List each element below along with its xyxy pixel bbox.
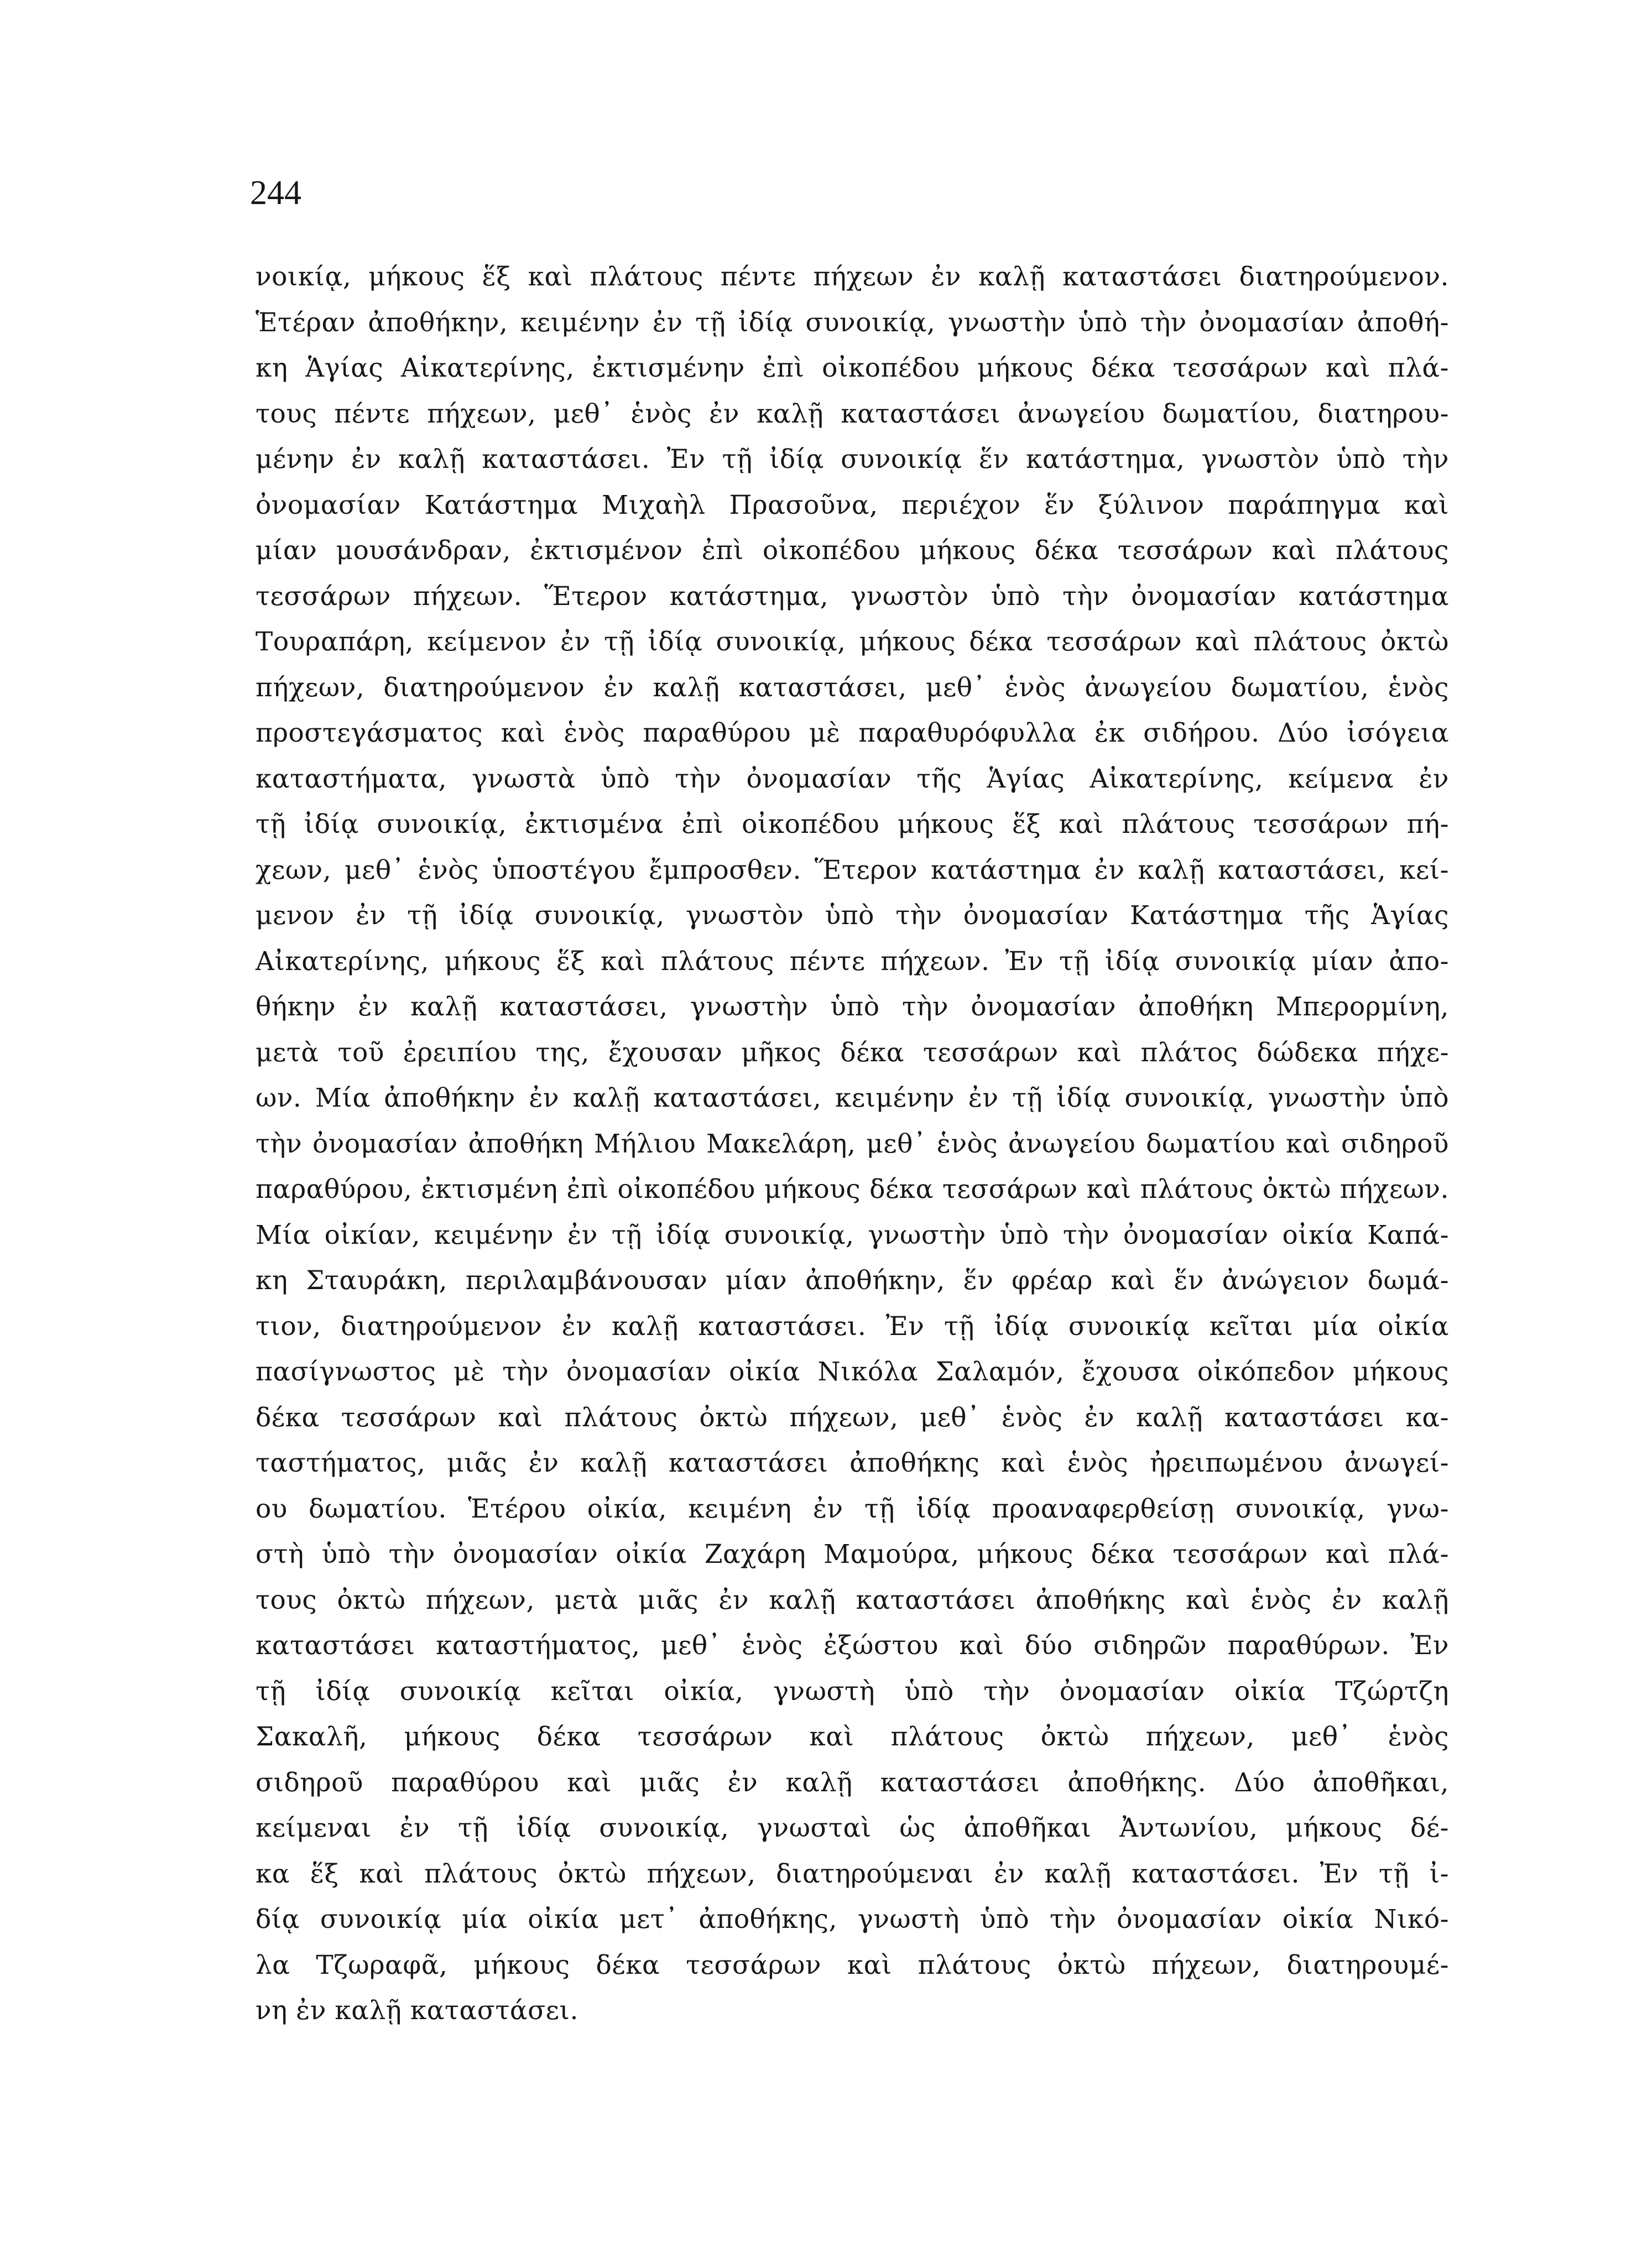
text-line: καταστάσει καταστήματος, μεθ᾽ ἑνὸς ἐξώστου καὶ δύο σιδηρῶν παραθύρων. Ἐν	[256, 1630, 1449, 1661]
text-line: ταστήματος, μιᾶς ἐν καλῇ καταστάσει ἀποθήκης καὶ ἑνὸς ἠρειπωμένου ἀνωγεί-	[256, 1448, 1449, 1478]
text-line: κη Σταυράκη, περιλαμβάνουσαν μίαν ἀποθήκην, ἕν φρέαρ καὶ ἕν ἀνώγειον δωμά-	[256, 1265, 1449, 1296]
text-line: τῇ ἰδίᾳ συνοικίᾳ, ἐκτισμένα ἐπὶ οἰκοπέδου μήκους ἕξ καὶ πλάτους τεσσάρων πή-	[256, 809, 1449, 840]
text-line: τους πέντε πήχεων, μεθ᾽ ἑνὸς ἐν καλῇ καταστάσει ἀνωγείου δωματίου, διατηρου-	[256, 398, 1449, 429]
text-line: τεσσάρων πήχεων. Ἕτερον κατάστημα, γνωστὸν ὑπὸ τὴν ὀνομασίαν κατάστημα	[256, 581, 1449, 612]
text-line: θήκην ἐν καλῇ καταστάσει, γνωστὴν ὑπὸ τὴν ὀνομασίαν ἀποθήκη Μπερορμίνη,	[256, 992, 1449, 1022]
text-line: Σακαλῆ, μήκους δέκα τεσσάρων καὶ πλάτους ὀκτὼ πήχεων, μεθ᾽ ἑνὸς	[256, 1722, 1449, 1752]
text-line: χεων, μεθ᾽ ἑνὸς ὑποστέγου ἔμπροσθεν. Ἕτερον κατάστημα ἐν καλῇ καταστάσει, κεί-	[256, 854, 1449, 885]
text-line: Μία οἰκίαν, κειμένην ἐν τῇ ἰδίᾳ συνοικίᾳ, γνωστὴν ὑπὸ τὴν ὀνομασίαν οἰκία Καπά-	[256, 1219, 1449, 1250]
text-line: σιδηροῦ παραθύρου καὶ μιᾶς ἐν καλῇ καταστάσει ἀποθήκης. Δύο ἀποθῆκαι,	[256, 1767, 1449, 1798]
text-line: πήχεων, διατηρούμενον ἐν καλῇ καταστάσει, μεθ᾽ ἑνὸς ἀνωγείου δωματίου, ἑνὸς	[256, 672, 1449, 703]
text-line: τιον, διατηρούμενον ἐν καλῇ καταστάσει. Ἐν τῇ ἰδίᾳ συνοικίᾳ κεῖται μία οἰκία	[256, 1311, 1449, 1342]
text-line: μένην ἐν καλῇ καταστάσει. Ἐν τῇ ἰδίᾳ συνοικίᾳ ἕν κατάστημα, γνωστὸν ὑπὸ τὴν	[256, 444, 1449, 475]
text-line: νη ἐν καλῇ καταστάσει.	[256, 1995, 578, 2026]
text-line: δίᾳ συνοικίᾳ μία οἰκία μετ᾽ ἀποθήκης, γνωστὴ ὑπὸ τὴν ὀνομασίαν οἰκία Νικό-	[256, 1904, 1449, 1935]
text-line: Τουραπάρη, κείμενον ἐν τῇ ἰδίᾳ συνοικίᾳ, μήκους δέκα τεσσάρων καὶ πλάτους ὀκτὼ	[256, 627, 1449, 657]
text-line: μίαν μουσάνδραν, ἐκτισμένον ἐπὶ οἰκοπέδου μήκους δέκα τεσσάρων καὶ πλάτους	[256, 535, 1449, 566]
page-number: 244	[250, 174, 301, 212]
text-line: τους ὀκτὼ πήχεων, μετὰ μιᾶς ἐν καλῇ καταστάσει ἀποθήκης καὶ ἑνὸς ἐν καλῇ	[256, 1584, 1449, 1615]
text-line: παραθύρου, ἐκτισμένη ἐπὶ οἰκοπέδου μήκους δέκα τεσσάρων καὶ πλάτους ὀκτὼ πήχεων.	[256, 1174, 1449, 1205]
text-line: κη Ἁγίας Αἰκατερίνης, ἐκτισμένην ἐπὶ οἰκοπέδου μήκους δέκα τεσσάρων καὶ πλά-	[256, 353, 1449, 383]
text-line: πασίγνωστος μὲ τὴν ὀνομασίαν οἰκία Νικόλα Σαλαμόν, ἔχουσα οἰκόπεδον μήκους	[256, 1357, 1449, 1387]
text-line: τὴν ὀνομασίαν ἀποθήκη Μήλιου Μακελάρη, μεθ᾽ ἑνὸς ἀνωγείου δωματίου καὶ σιδηροῦ	[256, 1128, 1449, 1159]
text-line: κείμεναι ἐν τῇ ἰδίᾳ συνοικίᾳ, γνωσταὶ ὡς ἀποθῆκαι Ἀντωνίου, μήκους δέ-	[256, 1813, 1449, 1843]
text-line: νοικίᾳ, μήκους ἕξ καὶ πλάτους πέντε πήχεων ἐν καλῇ καταστάσει διατηρούμενον.	[256, 262, 1449, 292]
text-line: Ἑτέραν ἀποθήκην, κειμένην ἐν τῇ ἰδίᾳ συνοικίᾳ, γνωστὴν ὑπὸ τὴν ὀνομασίαν ἀποθή-	[256, 307, 1449, 338]
text-line: κα ἕξ καὶ πλάτους ὀκτὼ πήχεων, διατηρούμεναι ἐν καλῇ καταστάσει. Ἐν τῇ ἰ-	[256, 1858, 1449, 1889]
text-line: ὀνομασίαν Κατάστημα Μιχαὴλ Πρασοῦνα, περιέχον ἕν ξύλινον παράπηγμα καὶ	[256, 489, 1449, 520]
text-line: λα Τζωραφᾶ, μήκους δέκα τεσσάρων καὶ πλάτους ὀκτὼ πήχεων, διατηρουμέ-	[256, 1949, 1449, 1980]
text-line: στὴ ὑπὸ τὴν ὀνομασίαν οἰκία Ζαχάρη Μαμούρα, μήκους δέκα τεσσάρων καὶ πλά-	[256, 1539, 1449, 1570]
text-line: ων. Μία ἀποθήκην ἐν καλῇ καταστάσει, κειμένην ἐν τῇ ἰδίᾳ συνοικίᾳ, γνωστὴν ὑπὸ	[256, 1083, 1449, 1113]
text-line: ου δωματίου. Ἑτέρου οἰκία, κειμένη ἐν τῇ ἰδίᾳ προαναφερθείσῃ συνοικίᾳ, γνω-	[256, 1493, 1449, 1524]
text-line: τῇ ἰδίᾳ συνοικίᾳ κεῖται οἰκία, γνωστὴ ὑπὸ τὴν ὀνομασίαν οἰκία Τζώρτζη	[256, 1676, 1449, 1707]
body-text	[256, 254, 1449, 2034]
text-line: μετὰ τοῦ ἐρειπίου της, ἔχουσαν μῆκος δέκα τεσσάρων καὶ πλάτος δώδεκα πήχε-	[256, 1037, 1449, 1068]
text-line: Αἰκατερίνης, μήκους ἕξ καὶ πλάτους πέντε πήχεων. Ἐν τῇ ἰδίᾳ συνοικίᾳ μίαν ἀπο-	[256, 946, 1449, 977]
text-line: προστεγάσματος καὶ ἑνὸς παραθύρου μὲ παραθυρόφυλλα ἐκ σιδήρου. Δύο ἰσόγεια	[256, 718, 1449, 748]
text-line: καταστήματα, γνωστὰ ὑπὸ τὴν ὀνομασίαν τῆς Ἁγίας Αἰκατερίνης, κείμενα ἐν	[256, 763, 1449, 794]
text-line: δέκα τεσσάρων καὶ πλάτους ὀκτὼ πήχεων, μεθ᾽ ἑνὸς ἐν καλῇ καταστάσει κα-	[256, 1402, 1449, 1433]
text-line: μενον ἐν τῇ ἰδίᾳ συνοικίᾳ, γνωστὸν ὑπὸ τὴν ὀνομασίαν Κατάστημα τῆς Ἁγίας	[256, 900, 1449, 931]
